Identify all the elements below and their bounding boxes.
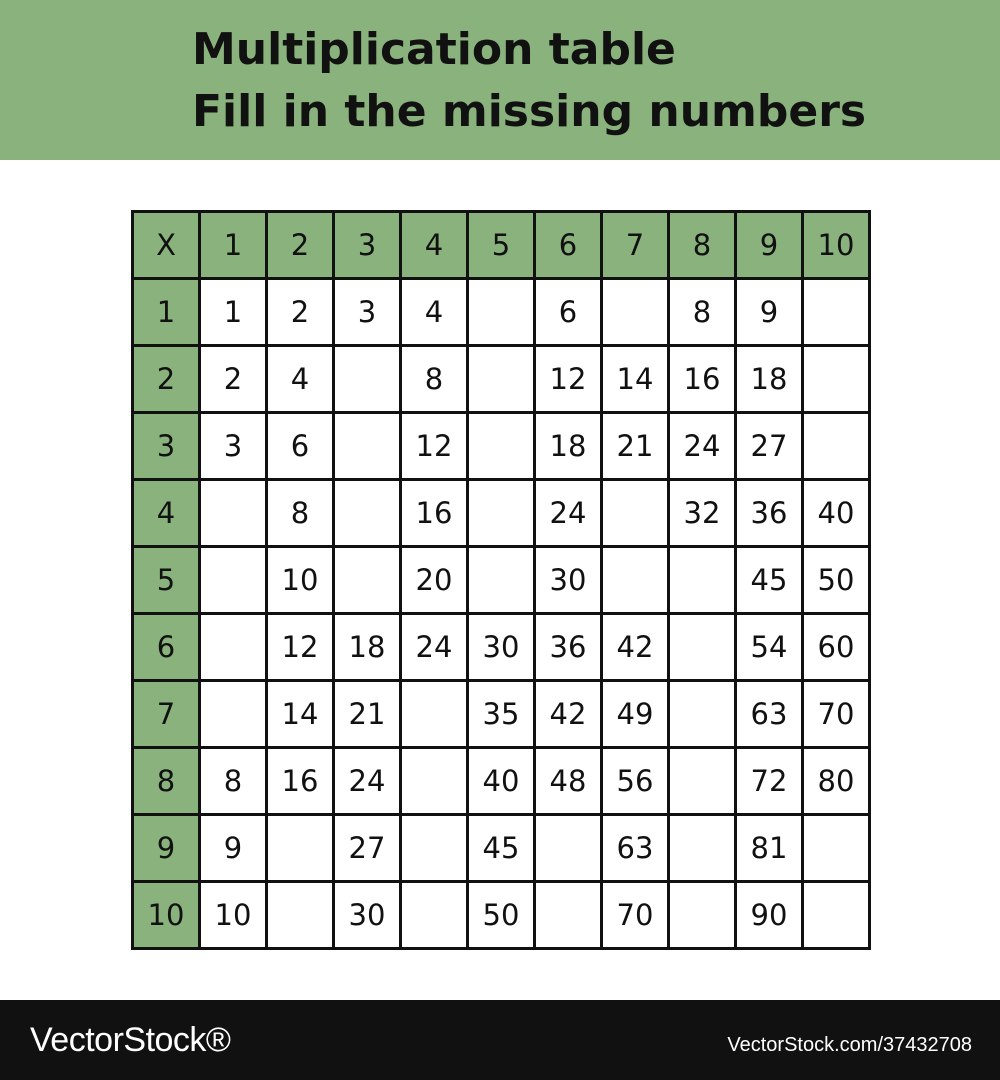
product-cell: 20 — [401, 547, 468, 614]
column-header: 10 — [803, 212, 870, 279]
row-header: 6 — [133, 614, 200, 681]
column-header: 2 — [267, 212, 334, 279]
blank-answer-cell[interactable] — [803, 815, 870, 882]
column-header: 8 — [669, 212, 736, 279]
blank-answer-cell[interactable] — [669, 748, 736, 815]
product-cell: 40 — [803, 480, 870, 547]
table-row — [133, 480, 870, 547]
blank-answer-cell[interactable] — [669, 882, 736, 949]
product-cell: 6 — [535, 279, 602, 346]
product-cell: 24 — [334, 748, 401, 815]
product-cell: 90 — [736, 882, 803, 949]
watermark-brand: VectorStock® — [30, 1021, 231, 1059]
product-cell: 48 — [535, 748, 602, 815]
blank-answer-cell[interactable] — [468, 413, 535, 480]
column-header: 3 — [334, 212, 401, 279]
table-row — [133, 681, 870, 748]
product-cell: 14 — [602, 346, 669, 413]
product-cell: 8 — [200, 748, 267, 815]
product-cell: 54 — [736, 614, 803, 681]
blank-answer-cell[interactable] — [401, 681, 468, 748]
product-cell: 42 — [602, 614, 669, 681]
column-header: 6 — [535, 212, 602, 279]
page-title: Multiplication table — [192, 24, 676, 75]
product-cell: 16 — [669, 346, 736, 413]
product-cell: 30 — [334, 882, 401, 949]
product-cell: 63 — [602, 815, 669, 882]
product-cell: 56 — [602, 748, 669, 815]
product-cell: 24 — [669, 413, 736, 480]
product-cell: 42 — [535, 681, 602, 748]
column-header: 1 — [200, 212, 267, 279]
product-cell: 21 — [602, 413, 669, 480]
product-cell: 36 — [535, 614, 602, 681]
table-row — [133, 614, 870, 681]
blank-answer-cell[interactable] — [669, 614, 736, 681]
blank-answer-cell[interactable] — [803, 346, 870, 413]
product-cell: 12 — [267, 614, 334, 681]
row-header: 1 — [133, 279, 200, 346]
product-cell: 35 — [468, 681, 535, 748]
product-cell: 70 — [803, 681, 870, 748]
row-header: 4 — [133, 480, 200, 547]
blank-answer-cell[interactable] — [669, 547, 736, 614]
blank-answer-cell[interactable] — [535, 815, 602, 882]
product-cell: 49 — [602, 681, 669, 748]
column-header: 4 — [401, 212, 468, 279]
product-cell: 3 — [200, 413, 267, 480]
product-cell: 81 — [736, 815, 803, 882]
product-cell: 12 — [535, 346, 602, 413]
product-cell: 40 — [468, 748, 535, 815]
product-cell: 2 — [267, 279, 334, 346]
blank-answer-cell[interactable] — [803, 882, 870, 949]
table-row — [133, 413, 870, 480]
watermark-id: VectorStock.com/37432708 — [727, 1034, 972, 1056]
multiplication-table — [131, 210, 871, 950]
blank-answer-cell[interactable] — [468, 279, 535, 346]
table-row — [133, 748, 870, 815]
table-row — [133, 882, 870, 949]
product-cell: 12 — [401, 413, 468, 480]
product-cell: 16 — [401, 480, 468, 547]
product-cell: 8 — [401, 346, 468, 413]
product-cell: 50 — [803, 547, 870, 614]
table-row — [133, 279, 870, 346]
blank-answer-cell[interactable] — [669, 681, 736, 748]
product-cell: 2 — [200, 346, 267, 413]
product-cell: 24 — [401, 614, 468, 681]
product-cell: 14 — [267, 681, 334, 748]
blank-answer-cell[interactable] — [267, 882, 334, 949]
product-cell: 8 — [669, 279, 736, 346]
product-cell: 63 — [736, 681, 803, 748]
product-cell: 45 — [468, 815, 535, 882]
blank-answer-cell[interactable] — [200, 547, 267, 614]
product-cell: 4 — [267, 346, 334, 413]
table-row — [133, 815, 870, 882]
product-cell: 80 — [803, 748, 870, 815]
blank-answer-cell[interactable] — [535, 882, 602, 949]
blank-answer-cell[interactable] — [334, 547, 401, 614]
product-cell: 6 — [267, 413, 334, 480]
column-header: 9 — [736, 212, 803, 279]
product-cell: 72 — [736, 748, 803, 815]
product-cell: 18 — [334, 614, 401, 681]
header-row — [133, 212, 870, 279]
blank-answer-cell[interactable] — [602, 547, 669, 614]
column-header: 5 — [468, 212, 535, 279]
product-cell: 3 — [334, 279, 401, 346]
corner-cell: X — [133, 212, 200, 279]
blank-answer-cell[interactable] — [803, 279, 870, 346]
row-header: 9 — [133, 815, 200, 882]
product-cell: 60 — [803, 614, 870, 681]
blank-answer-cell[interactable] — [200, 614, 267, 681]
product-cell: 4 — [401, 279, 468, 346]
blank-answer-cell[interactable] — [803, 413, 870, 480]
blank-answer-cell[interactable] — [334, 413, 401, 480]
blank-answer-cell[interactable] — [669, 815, 736, 882]
product-cell: 27 — [736, 413, 803, 480]
row-header: 8 — [133, 748, 200, 815]
product-cell: 45 — [736, 547, 803, 614]
product-cell: 10 — [267, 547, 334, 614]
blank-answer-cell[interactable] — [334, 480, 401, 547]
row-header: 2 — [133, 346, 200, 413]
row-header: 5 — [133, 547, 200, 614]
page-subtitle: Fill in the missing numbers — [192, 86, 867, 137]
product-cell: 50 — [468, 882, 535, 949]
blank-answer-cell[interactable] — [602, 279, 669, 346]
blank-answer-cell[interactable] — [200, 480, 267, 547]
table-row — [133, 346, 870, 413]
row-header: 7 — [133, 681, 200, 748]
blank-answer-cell[interactable] — [401, 882, 468, 949]
product-cell: 27 — [334, 815, 401, 882]
blank-answer-cell[interactable] — [602, 480, 669, 547]
product-cell: 21 — [334, 681, 401, 748]
column-header: 7 — [602, 212, 669, 279]
product-cell: 24 — [535, 480, 602, 547]
product-cell: 18 — [535, 413, 602, 480]
row-header: 3 — [133, 413, 200, 480]
product-cell: 8 — [267, 480, 334, 547]
blank-answer-cell[interactable] — [401, 815, 468, 882]
blank-answer-cell[interactable] — [267, 815, 334, 882]
blank-answer-cell[interactable] — [200, 681, 267, 748]
product-cell: 9 — [736, 279, 803, 346]
row-header: 10 — [133, 882, 200, 949]
product-cell: 16 — [267, 748, 334, 815]
blank-answer-cell[interactable] — [468, 547, 535, 614]
blank-answer-cell[interactable] — [468, 346, 535, 413]
product-cell: 70 — [602, 882, 669, 949]
product-cell: 30 — [468, 614, 535, 681]
product-cell: 36 — [736, 480, 803, 547]
product-cell: 32 — [669, 480, 736, 547]
blank-answer-cell[interactable] — [468, 480, 535, 547]
product-cell: 1 — [200, 279, 267, 346]
table-row — [133, 547, 870, 614]
watermark-bar — [0, 1000, 1000, 1080]
blank-answer-cell[interactable] — [401, 748, 468, 815]
product-cell: 10 — [200, 882, 267, 949]
product-cell: 30 — [535, 547, 602, 614]
title-banner — [0, 0, 1000, 160]
blank-answer-cell[interactable] — [334, 346, 401, 413]
product-cell: 18 — [736, 346, 803, 413]
product-cell: 9 — [200, 815, 267, 882]
